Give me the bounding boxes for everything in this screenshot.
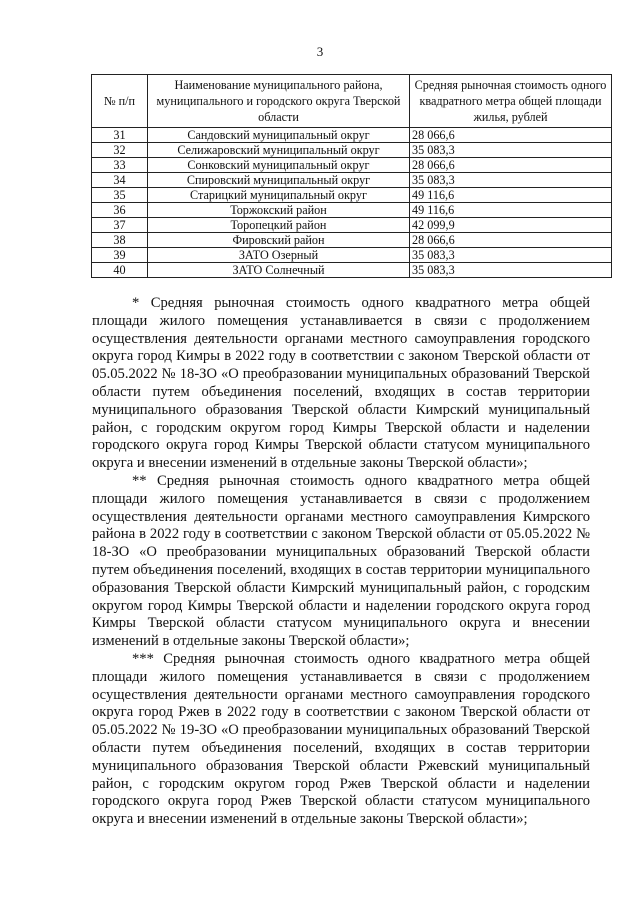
row-price: 35 083,3 — [410, 248, 612, 263]
table-row — [92, 173, 612, 188]
row-name: ЗАТО Солнечный — [148, 263, 410, 278]
row-name: Сандовский муниципальный округ — [148, 128, 410, 143]
table-row — [92, 248, 612, 263]
header-price: Средняя рыночная стоимость одного квадратного метра общей площади жилья, рублей — [410, 75, 612, 128]
row-num: 36 — [92, 203, 148, 218]
footnote-double-asterisk: ** Средняя рыночная стоимость одного квадратного метра общей площади жилого помещения устанавливается в связи с продолжением осуществления деятельности органами местного самоуправления Кимрского района в 2022 году в соответствии с законом Тверской области от 05.05.2022 № 18-ЗО «О преобразовании муниципальных образований Тверской области путем объединения поселений, входящих в состав территории муниципального образования Тверской области Кимрский муниципальный район, с городским округом город Кимры Тверской области и наделении городского округа город Кимры Тверской области статусом муниципального округа и внесении изменений в отдельные законы Тверской области»; — [92, 472, 590, 650]
row-num: 40 — [92, 263, 148, 278]
table-row — [92, 233, 612, 248]
row-num: 38 — [92, 233, 148, 248]
row-price: 35 083,3 — [410, 143, 612, 158]
row-num: 34 — [92, 173, 148, 188]
row-num: 39 — [92, 248, 148, 263]
row-num: 32 — [92, 143, 148, 158]
row-num: 33 — [92, 158, 148, 173]
table-row — [92, 158, 612, 173]
row-name: Старицкий муниципальный округ — [148, 188, 410, 203]
row-price: 28 066,6 — [410, 233, 612, 248]
footnote-single-asterisk: * Средняя рыночная стоимость одного квадратного метра общей площади жилого помещения устанавливается в связи с продолжением осуществления деятельности органами местного самоуправления городского округа город Кимры в 2022 году в соответствии с законом Тверской области от 05.05.2022 № 18-ЗО «О преобразовании муниципальных образований Тверской области путем объединения поселений, входящих в состав территории муниципального образования Тверской области Кимрский муниципальный район, с городским округом город Кимры Тверской области и наделении городского округа город Кимры Тверской области статусом муниципального округа и внесении изменений в отдельные законы Тверской области»; — [92, 295, 590, 472]
table-row — [92, 218, 612, 233]
row-price: 42 099,9 — [410, 218, 612, 233]
row-name: Торопецкий район — [148, 218, 410, 233]
row-price: 49 116,6 — [410, 203, 612, 218]
row-num: 37 — [92, 218, 148, 233]
housing-price-table — [91, 74, 612, 278]
row-price: 28 066,6 — [410, 128, 612, 143]
table-header-row — [92, 75, 612, 128]
header-num: № п/п — [92, 75, 148, 128]
row-num: 35 — [92, 188, 148, 203]
table-row — [92, 188, 612, 203]
footnote-triple-asterisk: *** Средняя рыночная стоимость одного квадратного метра общей площади жилого помещения устанавливается в связи с продолжением осуществления деятельности органами местного самоуправления городского округа город Ржев в 2022 году в соответствии с законом Тверской области от 05.05.2022 № 19-ЗО «О преобразовании муниципальных образований Тверской области путем объединения поселений, входящих в состав территории муниципального образования Тверской области Ржевский муниципальный район, с городским округом город Ржев Тверской области и наделении городского округа город Ржев Тверской области статусом муниципального округа и внесении изменений в отдельные законы Тверской области»; — [92, 650, 590, 828]
row-price: 35 083,3 — [410, 263, 612, 278]
row-name: Фировский район — [148, 233, 410, 248]
row-name: Селижаровский муниципальный округ — [148, 143, 410, 158]
row-name: Сонковский муниципальный округ — [148, 158, 410, 173]
row-price: 49 116,6 — [410, 188, 612, 203]
header-name: Наименование муниципального района, муниципального и городского округа Тверской области — [148, 75, 410, 128]
table-row — [92, 203, 612, 218]
row-name: Торжокский район — [148, 203, 410, 218]
row-price: 35 083,3 — [410, 173, 612, 188]
page-number: 3 — [316, 44, 324, 59]
table-row — [92, 143, 612, 158]
row-name: Спировский муниципальный округ — [148, 173, 410, 188]
footnotes — [92, 295, 590, 829]
row-name: ЗАТО Озерный — [148, 248, 410, 263]
row-price: 28 066,6 — [410, 158, 612, 173]
table-row — [92, 263, 612, 278]
row-num: 31 — [92, 128, 148, 143]
table-row — [92, 128, 612, 143]
